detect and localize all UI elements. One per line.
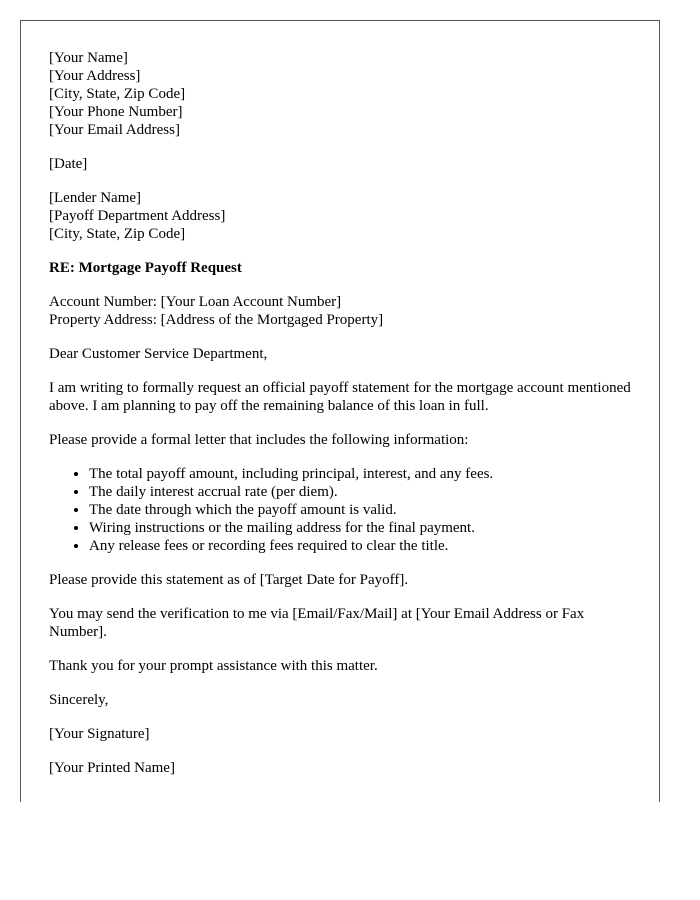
account-block bbox=[49, 293, 639, 329]
date-block bbox=[49, 155, 639, 173]
sender-name: [Your Name] bbox=[49, 50, 128, 66]
list-item: • The daily interest accrual rate (per diem). bbox=[89, 483, 639, 501]
list-item: • Any release fees or recording fees required to clear the title. bbox=[89, 537, 639, 555]
list-item: • The total payoff amount, including principal, interest, and any fees. bbox=[89, 465, 639, 483]
recipient-address: [Payoff Department Address] bbox=[49, 208, 226, 224]
property-address: Property Address: [Address of the Mortgaged Property] bbox=[49, 312, 384, 328]
subject-block bbox=[49, 259, 639, 277]
list-item: • The date through which the payoff amount is valid. bbox=[89, 501, 639, 519]
sender-block bbox=[49, 49, 639, 139]
thanks-paragraph: Thank you for your prompt assistance with this matter. bbox=[49, 658, 378, 674]
printed-name: [Your Printed Name] bbox=[49, 760, 175, 776]
closing: Sincerely, bbox=[49, 692, 109, 708]
salutation: Dear Customer Service Department, bbox=[49, 346, 268, 362]
sender-address: [Your Address] bbox=[49, 68, 141, 84]
letter-date: [Date] bbox=[49, 156, 88, 172]
subject-line: RE: Mortgage Payoff Request bbox=[49, 260, 242, 276]
requested-items-list bbox=[49, 465, 639, 555]
signature: [Your Signature] bbox=[49, 726, 150, 742]
recipient-name: [Lender Name] bbox=[49, 190, 142, 206]
sender-email: [Your Email Address] bbox=[49, 122, 180, 138]
sender-phone: [Your Phone Number] bbox=[49, 104, 183, 120]
as-of-paragraph: Please provide this statement as of [Target Date for Payoff]. bbox=[49, 572, 409, 588]
list-item: • Wiring instructions or the mailing address for the final payment. bbox=[89, 519, 639, 537]
recipient-city-state-zip: [City, State, Zip Code] bbox=[49, 226, 186, 242]
recipient-block bbox=[49, 189, 639, 243]
letter-content bbox=[49, 49, 639, 793]
send-via-paragraph: You may send the verification to me via [Email/Fax/Mail] at [Your Email Address or Fax Number]. bbox=[49, 606, 585, 640]
letter-page bbox=[20, 20, 660, 802]
intro-paragraph: I am writing to formally request an official payoff statement for the mortgage account mentioned above. I am planning to pay off the remaining balance of this loan in full. bbox=[49, 380, 631, 414]
request-lead: Please provide a formal letter that includes the following information: bbox=[49, 432, 469, 448]
sender-city-state-zip: [City, State, Zip Code] bbox=[49, 86, 186, 102]
account-number: Account Number: [Your Loan Account Number] bbox=[49, 294, 342, 310]
